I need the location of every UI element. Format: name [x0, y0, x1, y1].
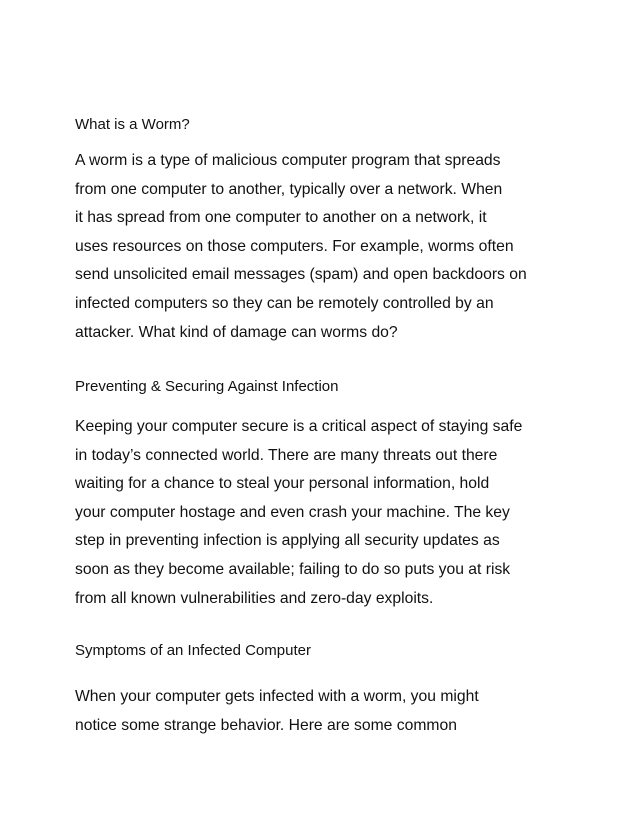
- paragraph-line: When your computer gets infected with a worm, you might: [75, 688, 479, 705]
- paragraph-line: your computer hostage and even crash your machine. The key: [75, 503, 510, 521]
- paragraph-line: from all known vulnerabilities and zero-day exploits.: [75, 589, 434, 607]
- section-paragraph-symptoms: [75, 683, 565, 740]
- paragraph-line: attacker. What kind of damage can worms do?: [75, 323, 398, 341]
- paragraph-line: A worm is a type of malicious computer program that spreads: [75, 152, 501, 169]
- paragraph-line: step in preventing infection is applying all security updates as: [75, 532, 500, 550]
- paragraph-line: infected computers so they can be remotely controlled by an: [75, 294, 494, 312]
- paragraph-line: Keeping your computer secure is a critical aspect of staying safe: [75, 418, 523, 435]
- paragraph-line: it has spread from one computer to another on a network, it: [75, 209, 487, 227]
- section-heading-what-is-a-worm: What is a Worm?: [75, 116, 190, 133]
- section-heading-preventing-infection: Preventing & Securing Against Infection: [75, 378, 339, 395]
- paragraph-line: in today’s connected world. There are many threats out there: [75, 446, 498, 464]
- paragraph-line: send unsolicited email messages (spam) and open backdoors on: [75, 266, 527, 284]
- section-paragraph-what-is-a-worm: [75, 147, 565, 347]
- section-paragraph-preventing-infection: [75, 413, 565, 613]
- section-heading-symptoms: Symptoms of an Infected Computer: [75, 642, 311, 659]
- paragraph-line: waiting for a chance to steal your personal information, hold: [75, 475, 490, 493]
- paragraph-line: uses resources on those computers. For example, worms often: [75, 237, 514, 255]
- paragraph-line: soon as they become available; failing to do so puts you at risk: [75, 560, 511, 578]
- paragraph-line: notice some strange behavior. Here are some common: [75, 716, 457, 734]
- paragraph-line: from one computer to another, typically over a network. When: [75, 180, 503, 198]
